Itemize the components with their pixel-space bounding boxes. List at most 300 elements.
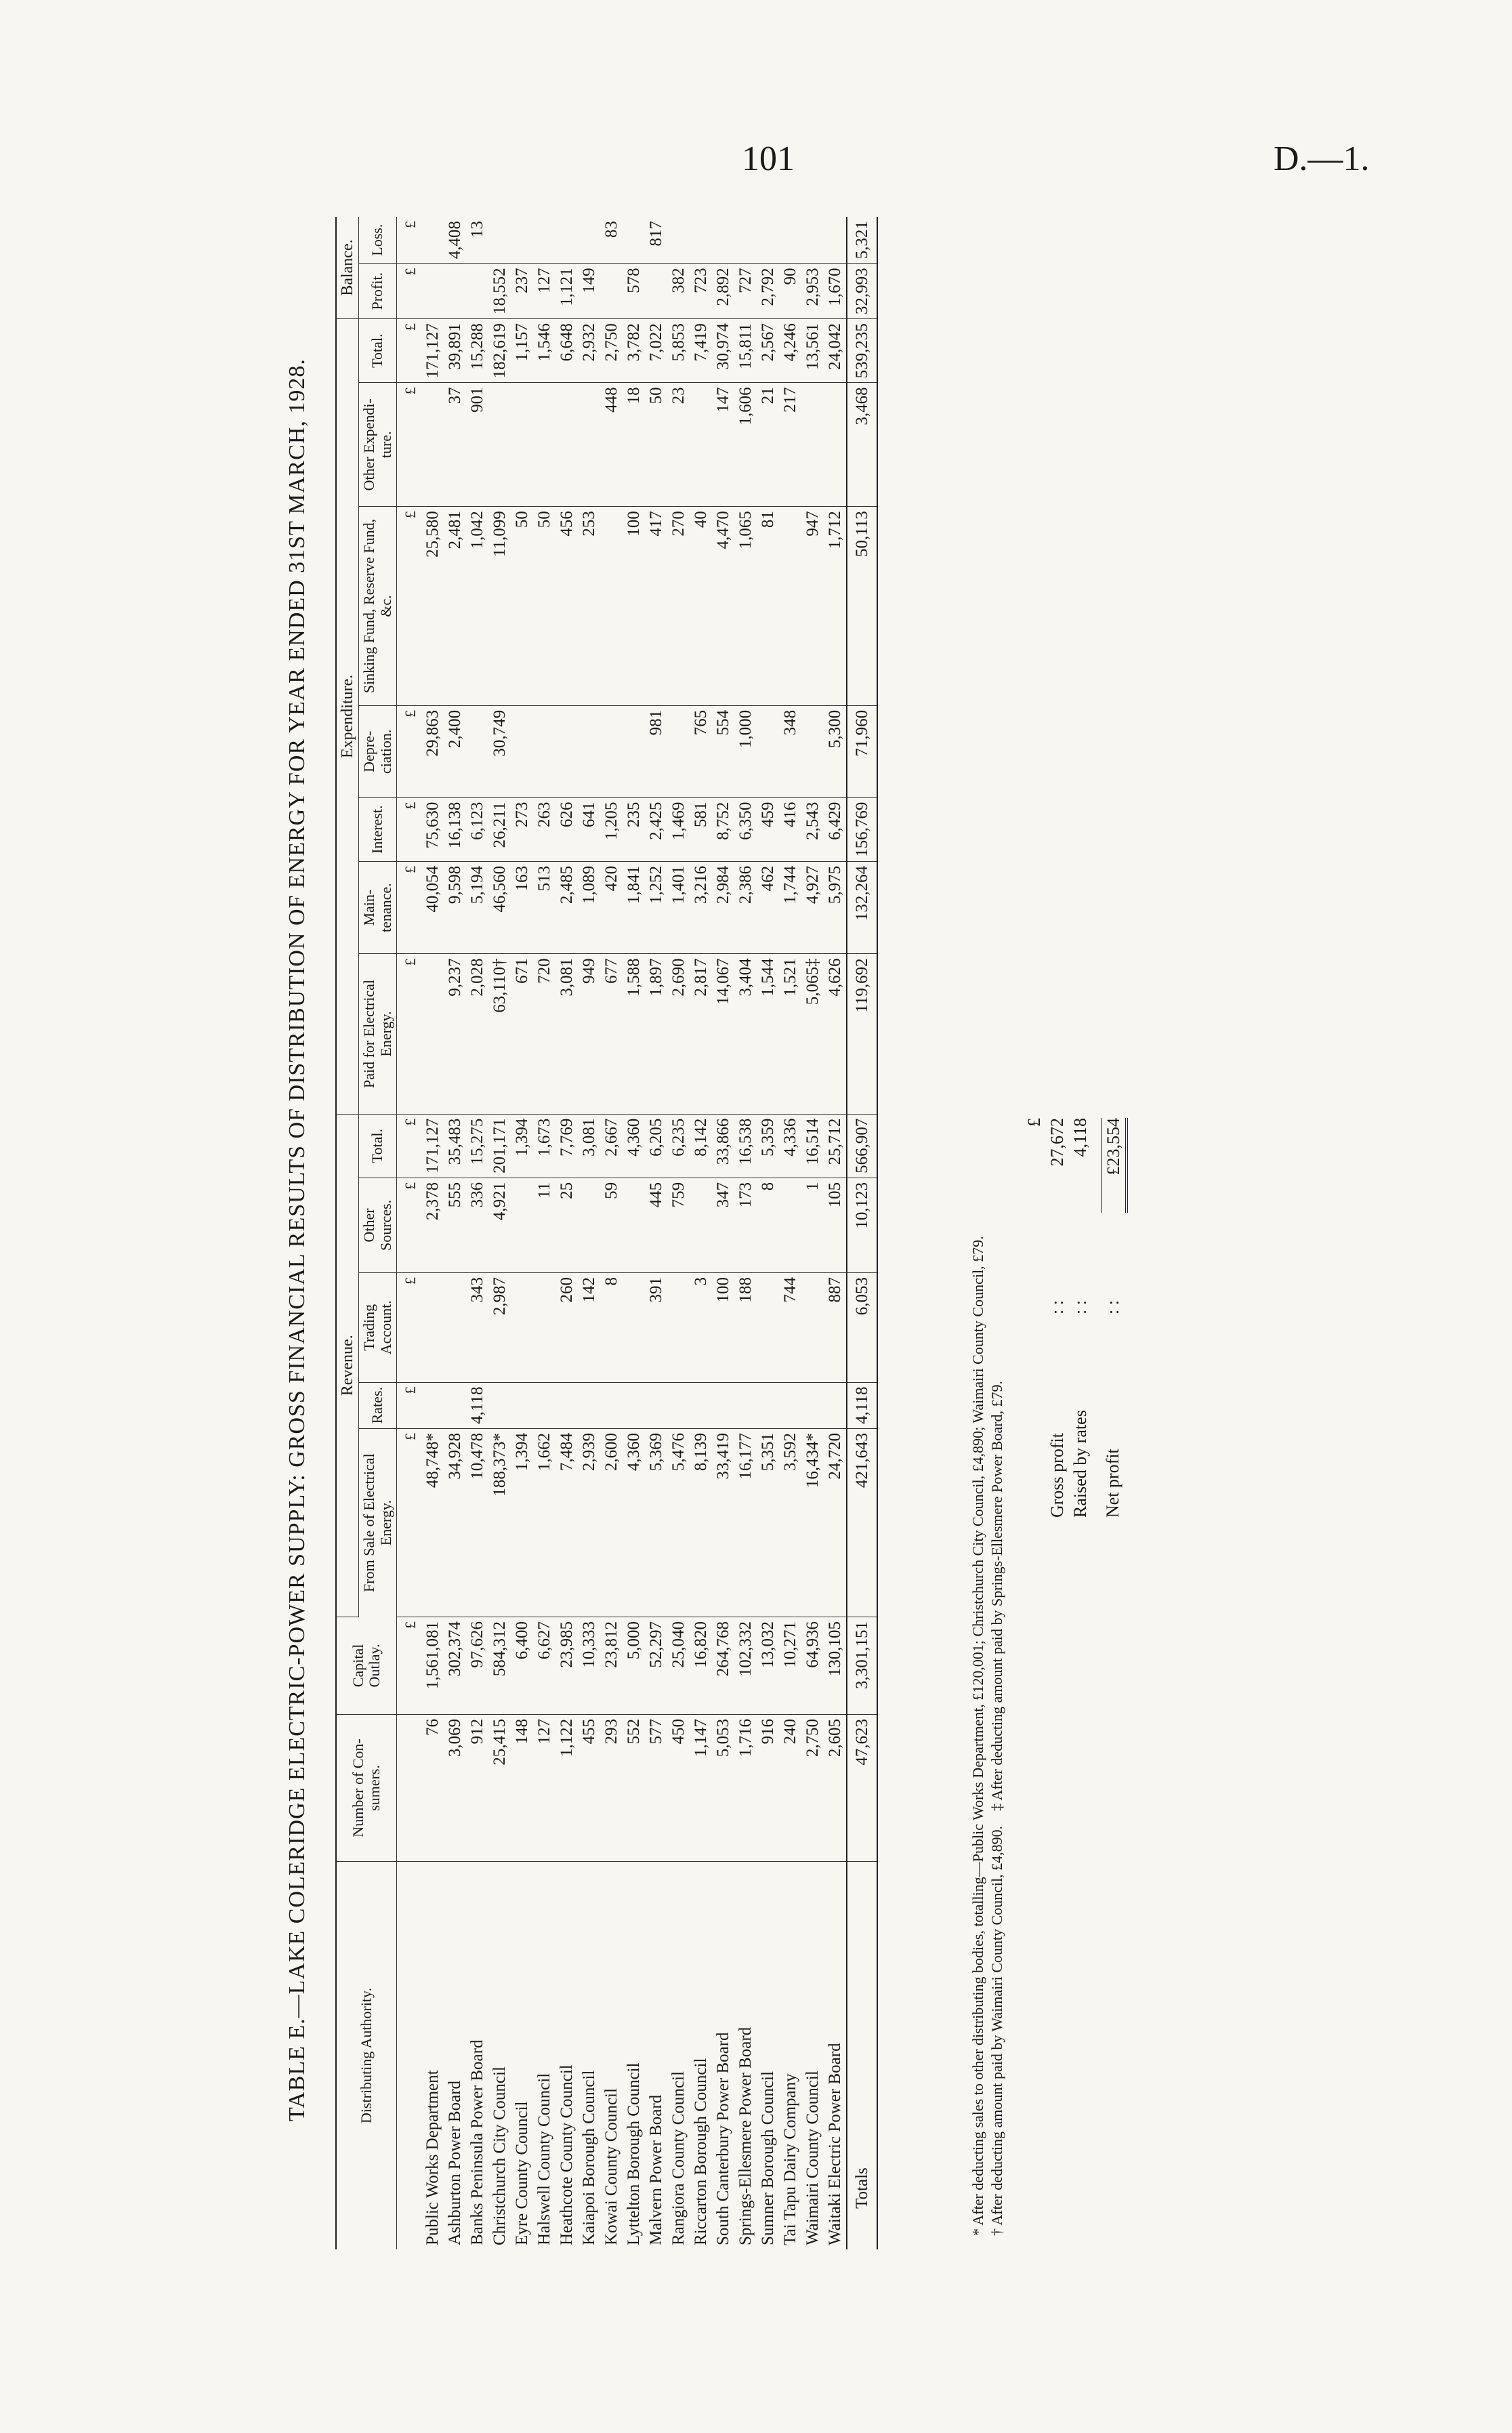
unit-cell: £ bbox=[396, 264, 421, 319]
cell-sale: 1,394 bbox=[511, 1428, 533, 1617]
cell-other-exp: 448 bbox=[600, 383, 623, 507]
cell-profit: 18,552 bbox=[488, 264, 511, 319]
cell-rev-total: 1,673 bbox=[533, 1114, 555, 1178]
cell-energy: 949 bbox=[578, 954, 600, 1114]
total-rev-total: 566,907 bbox=[847, 1114, 877, 1178]
cell-trading: 260 bbox=[555, 1273, 578, 1382]
cell-rates bbox=[645, 1382, 667, 1428]
cell-name: Banks Peninsula Power Board bbox=[467, 2039, 486, 2245]
cell-sinking: 1,712 bbox=[824, 507, 847, 706]
cell-consumers: 76 bbox=[421, 1714, 444, 1861]
cell-sale: 16,177 bbox=[734, 1428, 757, 1617]
cell-trading bbox=[511, 1273, 533, 1382]
cell-depr bbox=[801, 705, 824, 797]
cell-rates bbox=[734, 1382, 757, 1428]
cell-maint: 3,216 bbox=[690, 861, 712, 954]
cell-trading: 887 bbox=[824, 1273, 847, 1382]
cell-rev-total: 201,171 bbox=[488, 1114, 511, 1178]
unit-cell bbox=[396, 1714, 421, 1861]
table-body bbox=[396, 217, 877, 2249]
unit-cell: £ bbox=[396, 1617, 421, 1714]
cell-name: Waimairi County Council bbox=[803, 2071, 822, 2245]
total-loss: 5,321 bbox=[847, 217, 877, 264]
cell-interest: 26,211 bbox=[488, 797, 511, 861]
cell-energy: 3,404 bbox=[734, 954, 757, 1114]
cell-other-exp: 18 bbox=[623, 383, 645, 507]
total-capital: 3,301,151 bbox=[847, 1617, 877, 1714]
cell-other-exp: 217 bbox=[779, 383, 801, 507]
cell-rates bbox=[779, 1382, 801, 1428]
cell-energy: 2,028 bbox=[466, 954, 488, 1114]
header-rev-other: Other Sources. bbox=[359, 1178, 396, 1272]
cell-name: Heathcote County Council bbox=[557, 2064, 576, 2245]
cell-capital: 5,000 bbox=[623, 1617, 645, 1714]
cell-sinking: 50 bbox=[533, 507, 555, 706]
cell-other-exp: 21 bbox=[757, 383, 779, 507]
cell-depr bbox=[511, 705, 533, 797]
cell-profit bbox=[421, 264, 444, 319]
cell-interest: 6,350 bbox=[734, 797, 757, 861]
cell-loss bbox=[712, 217, 734, 264]
cell-sinking: 456 bbox=[555, 507, 578, 706]
header-rev-trading: Trading Account. bbox=[359, 1273, 396, 1382]
cell-loss: 13 bbox=[466, 217, 488, 264]
table-row bbox=[824, 217, 847, 2249]
cell-rates bbox=[511, 1382, 533, 1428]
cell-depr bbox=[757, 705, 779, 797]
cell-other-exp: 901 bbox=[466, 383, 488, 507]
cell-interest: 641 bbox=[578, 797, 600, 861]
cell-loss: 4,408 bbox=[444, 217, 466, 264]
cell-maint: 2,485 bbox=[555, 861, 578, 954]
cell-consumers: 127 bbox=[533, 1714, 555, 1861]
cell-depr: 981 bbox=[645, 705, 667, 797]
cell-trading bbox=[801, 1273, 824, 1382]
cell-capital: 130,105 bbox=[824, 1617, 847, 1714]
cell-exp-total: 15,811 bbox=[734, 319, 757, 383]
cell-sinking: 947 bbox=[801, 507, 824, 706]
cell-exp-total: 6,648 bbox=[555, 319, 578, 383]
cell-interest: 273 bbox=[511, 797, 533, 861]
cell-capital: 102,332 bbox=[734, 1617, 757, 1714]
cell-trading: 343 bbox=[466, 1273, 488, 1382]
header-consumers: Number of Con-sumers. bbox=[336, 1714, 396, 1861]
cell-profit: 1,670 bbox=[824, 264, 847, 319]
cell-exp-total: 4,246 bbox=[779, 319, 801, 383]
cell-consumers: 552 bbox=[623, 1714, 645, 1861]
cell-other-exp: 50 bbox=[645, 383, 667, 507]
cell-loss bbox=[555, 217, 578, 264]
cell-consumers: 148 bbox=[511, 1714, 533, 1861]
cell-name: Rangiora County Council bbox=[669, 2071, 688, 2245]
cell-consumers: 293 bbox=[600, 1714, 623, 1861]
cell-consumers: 455 bbox=[578, 1714, 600, 1861]
unit-cell: £ bbox=[396, 217, 421, 264]
header-profit: Profit. bbox=[359, 264, 396, 319]
cell-sinking: 40 bbox=[690, 507, 712, 706]
table-row bbox=[533, 217, 555, 2249]
net-profit-value: £23,554 bbox=[1101, 1118, 1128, 1213]
cell-profit: 237 bbox=[511, 264, 533, 319]
cell-sale: 34,928 bbox=[444, 1428, 466, 1617]
cell-rev-total: 35,483 bbox=[444, 1114, 466, 1178]
cell-interest: 6,123 bbox=[466, 797, 488, 861]
header-exp-total: Total. bbox=[359, 319, 396, 383]
cell-loss bbox=[421, 217, 444, 264]
cell-rev-total: 4,360 bbox=[623, 1114, 645, 1178]
unit-cell: £ bbox=[396, 319, 421, 383]
cell-capital: 64,936 bbox=[801, 1617, 824, 1714]
cell-rates bbox=[600, 1382, 623, 1428]
total-other-exp: 3,468 bbox=[847, 383, 877, 507]
cell-maint: 1,089 bbox=[578, 861, 600, 954]
cell-rates bbox=[801, 1382, 824, 1428]
cell-sale: 33,419 bbox=[712, 1428, 734, 1617]
cell-rates bbox=[578, 1382, 600, 1428]
cell-capital: 23,812 bbox=[600, 1617, 623, 1714]
cell-depr bbox=[555, 705, 578, 797]
table-row bbox=[667, 217, 690, 2249]
cell-other-src: 445 bbox=[645, 1178, 667, 1272]
rates-value: 4,118 bbox=[1070, 1118, 1090, 1157]
cell-capital: 302,374 bbox=[444, 1617, 466, 1714]
unit-cell: £ bbox=[396, 383, 421, 507]
cell-rates bbox=[690, 1382, 712, 1428]
cell-consumers: 3,069 bbox=[444, 1714, 466, 1861]
cell-exp-total: 2,567 bbox=[757, 319, 779, 383]
cell-rev-total: 2,667 bbox=[600, 1114, 623, 1178]
cell-trading: 100 bbox=[712, 1273, 734, 1382]
cell-other-src: 336 bbox=[466, 1178, 488, 1272]
cell-maint: 1,841 bbox=[623, 861, 645, 954]
cell-sale: 48,748* bbox=[421, 1428, 444, 1617]
cell-other-src: 11 bbox=[533, 1178, 555, 1272]
cell-profit: 723 bbox=[690, 264, 712, 319]
cell-depr bbox=[466, 705, 488, 797]
cell-energy: 63,110† bbox=[488, 954, 511, 1114]
cell-other-src bbox=[623, 1178, 645, 1272]
cell-loss: 83 bbox=[600, 217, 623, 264]
table-row bbox=[645, 217, 667, 2249]
cell-loss bbox=[801, 217, 824, 264]
cell-energy: 720 bbox=[533, 954, 555, 1114]
cell-name: Lyttelton Borough Council bbox=[624, 2062, 643, 2245]
unit-cell: £ bbox=[396, 705, 421, 797]
cell-exp-total: 7,419 bbox=[690, 319, 712, 383]
cell-trading: 391 bbox=[645, 1273, 667, 1382]
cell-rev-total: 7,769 bbox=[555, 1114, 578, 1178]
cell-profit: 578 bbox=[623, 264, 645, 319]
header-balance-group: Balance. bbox=[336, 217, 359, 319]
cell-sinking: 50 bbox=[511, 507, 533, 706]
cell-exp-total: 13,561 bbox=[801, 319, 824, 383]
footnote-ddagger: ‡ After deducting amount paid by Springs-Ellesmere Power Board, £79. bbox=[988, 1380, 1005, 1811]
cell-rates bbox=[757, 1382, 779, 1428]
cell-rates bbox=[824, 1382, 847, 1428]
unit-cell: £ bbox=[396, 1382, 421, 1428]
cell-name: Waitaki Electric Power Board bbox=[825, 2043, 844, 2245]
cell-other-exp: 147 bbox=[712, 383, 734, 507]
cell-rev-total: 5,359 bbox=[757, 1114, 779, 1178]
cell-trading bbox=[421, 1273, 444, 1382]
cell-loss bbox=[667, 217, 690, 264]
table-row bbox=[690, 217, 712, 2249]
cell-sinking: 4,470 bbox=[712, 507, 734, 706]
cell-sale: 2,600 bbox=[600, 1428, 623, 1617]
unit-cell: £ bbox=[396, 797, 421, 861]
rotated-table-region bbox=[285, 217, 1165, 2263]
cell-capital: 16,820 bbox=[690, 1617, 712, 1714]
cell-sinking: 417 bbox=[645, 507, 667, 706]
cell-rev-total: 16,514 bbox=[801, 1114, 824, 1178]
total-sale: 421,643 bbox=[847, 1428, 877, 1617]
cell-maint: 2,984 bbox=[712, 861, 734, 954]
cell-consumers: 450 bbox=[667, 1714, 690, 1861]
total-maint: 132,264 bbox=[847, 861, 877, 954]
cell-energy bbox=[421, 954, 444, 1114]
cell-name: Public Works Department bbox=[423, 2070, 442, 2245]
cell-capital: 264,768 bbox=[712, 1617, 734, 1714]
cell-consumers: 912 bbox=[466, 1714, 488, 1861]
cell-profit: 727 bbox=[734, 264, 757, 319]
cell-name: Tai Tapu Dairy Company bbox=[780, 2073, 799, 2245]
cell-depr: 5,300 bbox=[824, 705, 847, 797]
cell-energy: 1,521 bbox=[779, 954, 801, 1114]
cell-interest: 16,138 bbox=[444, 797, 466, 861]
cell-rates bbox=[488, 1382, 511, 1428]
cell-loss bbox=[488, 217, 511, 264]
cell-interest: 2,543 bbox=[801, 797, 824, 861]
header-rev-rates: Rates. bbox=[359, 1382, 396, 1428]
total-energy: 119,692 bbox=[847, 954, 877, 1114]
table-title: TABLE E.—LAKE COLERIDGE ELECTRIC-POWER SUPPLY: GROSS FINANCIAL RESULTS OF DISTRIBUTION OF ENERGY FOR YEAR ENDED 31ST MARCH, 1928. bbox=[285, 358, 310, 2121]
cell-sale: 16,434* bbox=[801, 1428, 824, 1617]
cell-energy: 9,237 bbox=[444, 954, 466, 1114]
cell-sale: 8,139 bbox=[690, 1428, 712, 1617]
total-trading: 6,053 bbox=[847, 1273, 877, 1382]
financial-results-table bbox=[335, 217, 878, 2249]
cell-depr bbox=[667, 705, 690, 797]
cell-interest: 459 bbox=[757, 797, 779, 861]
cell-consumers: 916 bbox=[757, 1714, 779, 1861]
cell-exp-total: 2,750 bbox=[600, 319, 623, 383]
cell-energy: 1,588 bbox=[623, 954, 645, 1114]
cell-sale: 24,720 bbox=[824, 1428, 847, 1617]
cell-name: Halswell County Council bbox=[534, 2073, 553, 2245]
unit-cell: £ bbox=[396, 861, 421, 954]
cell-sale: 5,476 bbox=[667, 1428, 690, 1617]
cell-sinking: 2,481 bbox=[444, 507, 466, 706]
cell-interest: 626 bbox=[555, 797, 578, 861]
cell-trading: 188 bbox=[734, 1273, 757, 1382]
cell-sinking: 1,065 bbox=[734, 507, 757, 706]
cell-exp-total: 1,546 bbox=[533, 319, 555, 383]
cell-interest: 235 bbox=[623, 797, 645, 861]
cell-other-exp bbox=[690, 383, 712, 507]
header-expenditure-group: Expenditure. bbox=[336, 319, 359, 1115]
cell-capital: 97,626 bbox=[466, 1617, 488, 1714]
cell-maint: 513 bbox=[533, 861, 555, 954]
cell-capital: 1,561,081 bbox=[421, 1617, 444, 1714]
cell-name: Kowai County Council bbox=[602, 2088, 621, 2245]
cell-maint: 163 bbox=[511, 861, 533, 954]
cell-profit bbox=[444, 264, 466, 319]
cell-consumers: 5,053 bbox=[712, 1714, 734, 1861]
cell-loss bbox=[779, 217, 801, 264]
table-row bbox=[801, 217, 824, 2249]
cell-rates bbox=[421, 1382, 444, 1428]
cell-exp-total: 30,974 bbox=[712, 319, 734, 383]
cell-other-src: 1 bbox=[801, 1178, 824, 1272]
header-revenue-group: Revenue. bbox=[336, 1114, 359, 1617]
cell-interest: 8,752 bbox=[712, 797, 734, 861]
total-profit: 32,993 bbox=[847, 264, 877, 319]
cell-depr: 2,400 bbox=[444, 705, 466, 797]
cell-capital: 10,271 bbox=[779, 1617, 801, 1714]
cell-trading bbox=[533, 1273, 555, 1382]
cell-rev-total: 25,712 bbox=[824, 1114, 847, 1178]
cell-loss bbox=[734, 217, 757, 264]
summary-unit: £ bbox=[1024, 1118, 1044, 1127]
cell-other-src: 59 bbox=[600, 1178, 623, 1272]
cell-depr: 30,749 bbox=[488, 705, 511, 797]
cell-consumers: 577 bbox=[645, 1714, 667, 1861]
cell-trading bbox=[757, 1273, 779, 1382]
cell-profit: 2,792 bbox=[757, 264, 779, 319]
table-row bbox=[712, 217, 734, 2249]
total-exp-total: 539,235 bbox=[847, 319, 877, 383]
cell-profit: 1,121 bbox=[555, 264, 578, 319]
cell-depr bbox=[578, 705, 600, 797]
cell-sinking: 1,042 bbox=[466, 507, 488, 706]
cell-exp-total: 182,619 bbox=[488, 319, 511, 383]
cell-rev-total: 171,127 bbox=[421, 1114, 444, 1178]
cell-other-exp bbox=[421, 383, 444, 507]
cell-other-src: 4,921 bbox=[488, 1178, 511, 1272]
cell-sale: 7,484 bbox=[555, 1428, 578, 1617]
cell-other-src: 555 bbox=[444, 1178, 466, 1272]
table-row bbox=[578, 217, 600, 2249]
table-row bbox=[757, 217, 779, 2249]
cell-profit: 2,953 bbox=[801, 264, 824, 319]
cell-maint: 1,401 bbox=[667, 861, 690, 954]
cell-rev-total: 33,866 bbox=[712, 1114, 734, 1178]
cell-energy: 1,897 bbox=[645, 954, 667, 1114]
cell-maint: 462 bbox=[757, 861, 779, 954]
cell-sale: 10,478 bbox=[466, 1428, 488, 1617]
cell-sale: 188,373* bbox=[488, 1428, 511, 1617]
cell-rev-total: 6,235 bbox=[667, 1114, 690, 1178]
cell-interest: 2,425 bbox=[645, 797, 667, 861]
cell-maint: 4,927 bbox=[801, 861, 824, 954]
cell-rev-total: 16,538 bbox=[734, 1114, 757, 1178]
cell-name: South Canterbury Power Board bbox=[713, 2032, 732, 2245]
cell-rates bbox=[623, 1382, 645, 1428]
cell-loss: 817 bbox=[645, 217, 667, 264]
cell-exp-total: 7,022 bbox=[645, 319, 667, 383]
unit-cell: £ bbox=[396, 1114, 421, 1178]
page-number: 101 bbox=[742, 140, 795, 178]
table-row bbox=[421, 217, 444, 2249]
cell-energy: 5,065‡ bbox=[801, 954, 824, 1114]
cell-exp-total: 39,891 bbox=[444, 319, 466, 383]
cell-trading: 3 bbox=[690, 1273, 712, 1382]
cell-interest: 581 bbox=[690, 797, 712, 861]
unit-cell: £ bbox=[396, 507, 421, 706]
cell-trading: 8 bbox=[600, 1273, 623, 1382]
cell-profit: 90 bbox=[779, 264, 801, 319]
cell-depr: 765 bbox=[690, 705, 712, 797]
cell-depr bbox=[533, 705, 555, 797]
cell-sinking: 11,099 bbox=[488, 507, 511, 706]
cell-maint: 9,598 bbox=[444, 861, 466, 954]
cell-other-src: 2,378 bbox=[421, 1178, 444, 1272]
cell-consumers: 240 bbox=[779, 1714, 801, 1861]
cell-rev-total: 1,394 bbox=[511, 1114, 533, 1178]
cell-exp-total: 3,782 bbox=[623, 319, 645, 383]
cell-interest: 416 bbox=[779, 797, 801, 861]
total-sinking: 50,113 bbox=[847, 507, 877, 706]
cell-sale: 4,360 bbox=[623, 1428, 645, 1617]
table-row bbox=[511, 217, 533, 2249]
cell-energy: 14,067 bbox=[712, 954, 734, 1114]
cell-interest: 6,429 bbox=[824, 797, 847, 861]
cell-rev-total: 15,275 bbox=[466, 1114, 488, 1178]
gross-profit-value: 27,672 bbox=[1047, 1118, 1067, 1167]
unit-cell: £ bbox=[396, 954, 421, 1114]
header-rev-total: Total. bbox=[359, 1114, 396, 1178]
cell-depr bbox=[600, 705, 623, 797]
cell-name: Ashburton Power Board bbox=[445, 2080, 464, 2245]
cell-capital: 23,985 bbox=[555, 1617, 578, 1714]
cell-trading: 142 bbox=[578, 1273, 600, 1382]
header-exp-interest: Interest. bbox=[359, 797, 396, 861]
cell-rev-total: 4,336 bbox=[779, 1114, 801, 1178]
cell-trading bbox=[667, 1273, 690, 1382]
cell-maint: 40,054 bbox=[421, 861, 444, 954]
cell-exp-total: 2,932 bbox=[578, 319, 600, 383]
cell-sale: 5,351 bbox=[757, 1428, 779, 1617]
cell-exp-total: 171,127 bbox=[421, 319, 444, 383]
cell-sinking: 81 bbox=[757, 507, 779, 706]
cell-profit bbox=[645, 264, 667, 319]
cell-other-src: 347 bbox=[712, 1178, 734, 1272]
cell-consumers: 1,122 bbox=[555, 1714, 578, 1861]
cell-maint: 5,194 bbox=[466, 861, 488, 954]
cell-sinking: 253 bbox=[578, 507, 600, 706]
cell-capital: 25,040 bbox=[667, 1617, 690, 1714]
cell-name: Eyre County Council bbox=[512, 2101, 531, 2245]
cell-other-exp: 1,606 bbox=[734, 383, 757, 507]
cell-loss bbox=[533, 217, 555, 264]
cell-loss bbox=[623, 217, 645, 264]
cell-depr: 29,863 bbox=[421, 705, 444, 797]
cell-capital: 13,032 bbox=[757, 1617, 779, 1714]
cell-profit: 2,892 bbox=[712, 264, 734, 319]
document-reference: D.—1. bbox=[1274, 140, 1370, 178]
cell-loss bbox=[824, 217, 847, 264]
cell-profit: 149 bbox=[578, 264, 600, 319]
rates-label: Raised by rates bbox=[1070, 1410, 1090, 1518]
cell-other-src bbox=[690, 1178, 712, 1272]
cell-rates bbox=[667, 1382, 690, 1428]
cell-sinking: 100 bbox=[623, 507, 645, 706]
cell-depr bbox=[623, 705, 645, 797]
header-exp-depreciation: Depre-ciation. bbox=[359, 705, 396, 797]
cell-profit bbox=[466, 264, 488, 319]
cell-rates bbox=[444, 1382, 466, 1428]
cell-name: Springs-Ellesmere Power Board bbox=[736, 2026, 755, 2245]
